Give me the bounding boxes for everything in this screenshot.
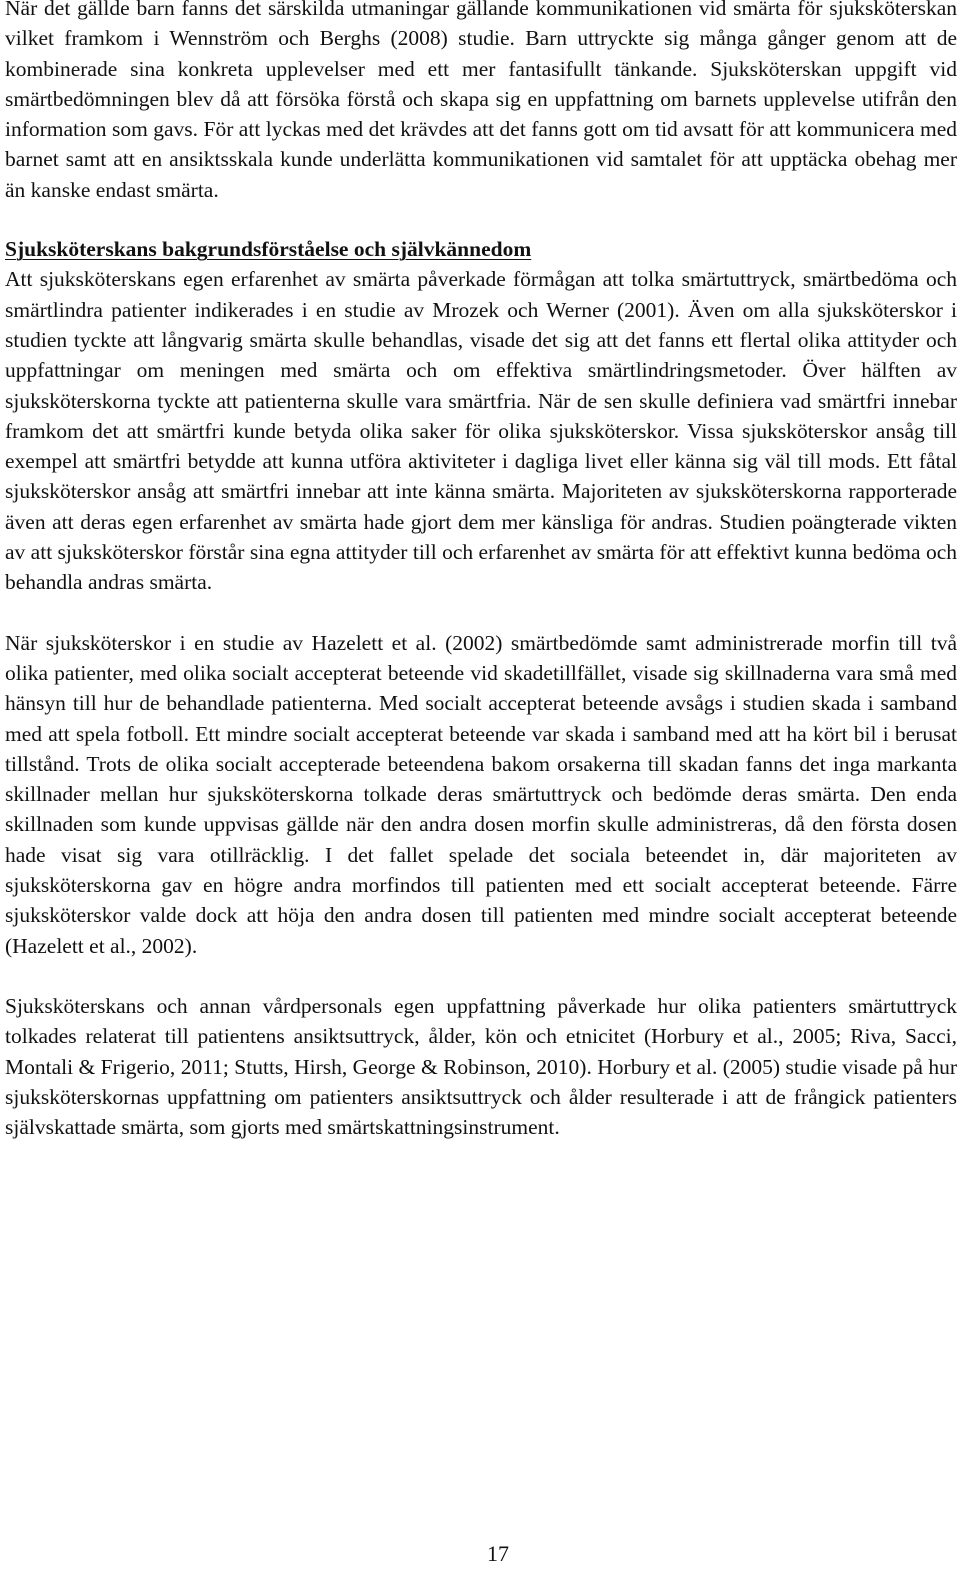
paragraph-spacer <box>5 205 957 234</box>
page-number: 17 <box>487 1541 509 1566</box>
paragraph-spacer <box>5 598 957 628</box>
paragraph-hazelett-study: När sjuksköterskor i en studie av Hazelett et al. (2002) smärtbedömde samt administrerade morfin till två olika patienter, med olika socialt accepterat beteende vid skadetillfället, visade sig skillnaderna vara små med hänsyn till hur de behandlade patienterna. Med socialt accepterat beteende avsågs i studien skada i samband med att spela fotboll. Ett mindre socialt accepterat beteende var skada i samband med att ha kört bil i berusat tillstånd. Trots de olika socialt accepterade beteendena bakom orsakerna till skadan fanns det inga markanta skillnader mellan hur sjuksköterskorna tolkade deras smärtuttryck och bedömde deras smärta. Den enda skillnaden som kunde uppvisas gällde när den andra dosen morfin skulle administreras, då den första dosen hade visat sig vara otillräcklig. I det fallet spelade det sociala beteendet in, där majoriteten av sjuksköterskorna gav en högre andra morfindos till patienten med ett socialt accepterat beteende. Färre sjuksköterskor valde dock att höja den andra dosen till patienten med mindre socialt accepterat beteende (Hazelett et al., 2002). <box>5 630 957 958</box>
section-heading: Sjuksköterskans bakgrundsförståelse och självkännedom <box>5 237 532 262</box>
paragraph-staff-perception: Sjuksköterskans och annan vårdpersonals egen uppfattning påverkade hur olika patienters smärtuttryck tolkades relaterat till patientens ansiktsuttryck, ålder, kön och etnicitet (Horbury et al., 2005; Riva, Sacci, Montali & Frigerio, 2011; Stutts, Hirsh, George & Robinson, 2010). Horbury et al. (2005) studie visade på hur sjuksköterskornas uppfattning om patienters ansiktsuttryck och ålder resulterade i att de frångick patienters självskattade smärta, som gjorts med smärtskattningsinstrument. <box>5 993 957 1140</box>
paragraph-nurse-experience: Att sjuksköterskans egen erfarenhet av smärta påverkade förmågan att tolka smärtuttryck, smärtbedöma och smärtlindra patienter indikerades i en studie av Mrozek och Werner (2001). Även om alla sjuksköterskor i studien tyckte att långvarig smärta skulle behandlas, visade det sig att det fanns ett flertal olika attityder och uppfattningar om meningen med smärta och om effektiva smärtlindringsmetoder. Över hälften av sjuksköterskorna tyckte att patienterna skulle vara smärtfria. När de sen skulle definiera vad smärtfri innebar framkom det att smärtfri kunde betyda olika saker för olika sjuksköterskor. Vissa sjuksköterskor ansåg till exempel att smärtfri betydde att kunna utföra aktiviteter i dagliga livet eller känna sig väl till mods. Ett fåtal sjuksköterskor ansåg att smärtfri innebar att inte känna smärta. Majoriteten av sjuksköterskorna rapporterade även att deras egen erfarenhet av smärta hade gjort dem mer känsliga för andras. Studien poängterade vikten av att sjuksköterskor förstår sina egna attityder till och erfarenhet av smärta för att effektivt kunna bedöma och behandla andras smärta. <box>5 267 957 595</box>
paragraph-children-communication: När det gällde barn fanns det särskilda utmaningar gällande kommunikationen vid smärta för sjuksköterskan vilket framkom i Wennström och Berghs (2008) studie. Barn uttryckte sig många gånger genom att de kombinerade sina konkreta upplevelser med ett mer fantasifullt tänkande. Sjuksköterskan uppgift vid smärtbedömningen blev då att försöka förstå och skapa sig en uppfattning om barnets upplevelse utifrån den information som gavs. För att lyckas med det krävdes att det fanns gott om tid avsatt för att kommunicera med barnet samt att en ansiktsskala kunde underlätta kommunikationen vid samtalet för att upptäcka obehag mer än kanske endast smärta. <box>5 0 957 202</box>
paragraph-spacer <box>5 961 957 991</box>
document-body <box>5 0 957 1142</box>
